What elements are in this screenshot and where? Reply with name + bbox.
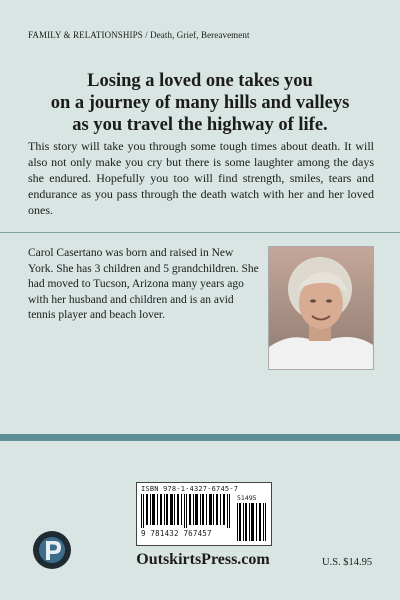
isbn-barcode bbox=[136, 482, 272, 546]
barcode-digits: 9 781432 767457 bbox=[141, 529, 212, 538]
category-label: FAMILY & RELATIONSHIPS / Death, Grief, Bereavement bbox=[28, 30, 250, 40]
price-addon-code: 51495 bbox=[237, 494, 257, 502]
publisher-logo bbox=[32, 530, 72, 570]
blurb-text: This story will take you through some tough times about death. It will also not only make you cry but there is some laughter among the days she endured. Hopefully you too will find strength, smiles, tears and endurance as you pass through the death watch with her and her loved ones. bbox=[28, 139, 374, 217]
author-bio: Carol Casertano was born and raised in New York. She has 3 children and 5 grandchildren. She had moved to Tucson, Arizona many years ago with her husband and children and is an avid tennis player and beach lover. bbox=[28, 247, 259, 321]
barcode-bars bbox=[141, 494, 233, 528]
color-band bbox=[0, 434, 400, 441]
headline bbox=[20, 70, 380, 136]
headline-line: as you travel the highway of life. bbox=[72, 115, 328, 135]
author-photo bbox=[268, 246, 374, 370]
addon-barcode-bars bbox=[237, 503, 267, 541]
headline-line: Losing a loved one takes you bbox=[87, 71, 313, 91]
divider bbox=[0, 232, 400, 233]
headline-line: on a journey of many hills and valleys bbox=[50, 93, 350, 113]
isbn-number: ISBN 978-1-4327-6745-7 bbox=[141, 485, 239, 493]
price-label: U.S. $14.95 bbox=[322, 557, 373, 568]
publisher-name: OutskirtsPress.com bbox=[136, 551, 270, 568]
